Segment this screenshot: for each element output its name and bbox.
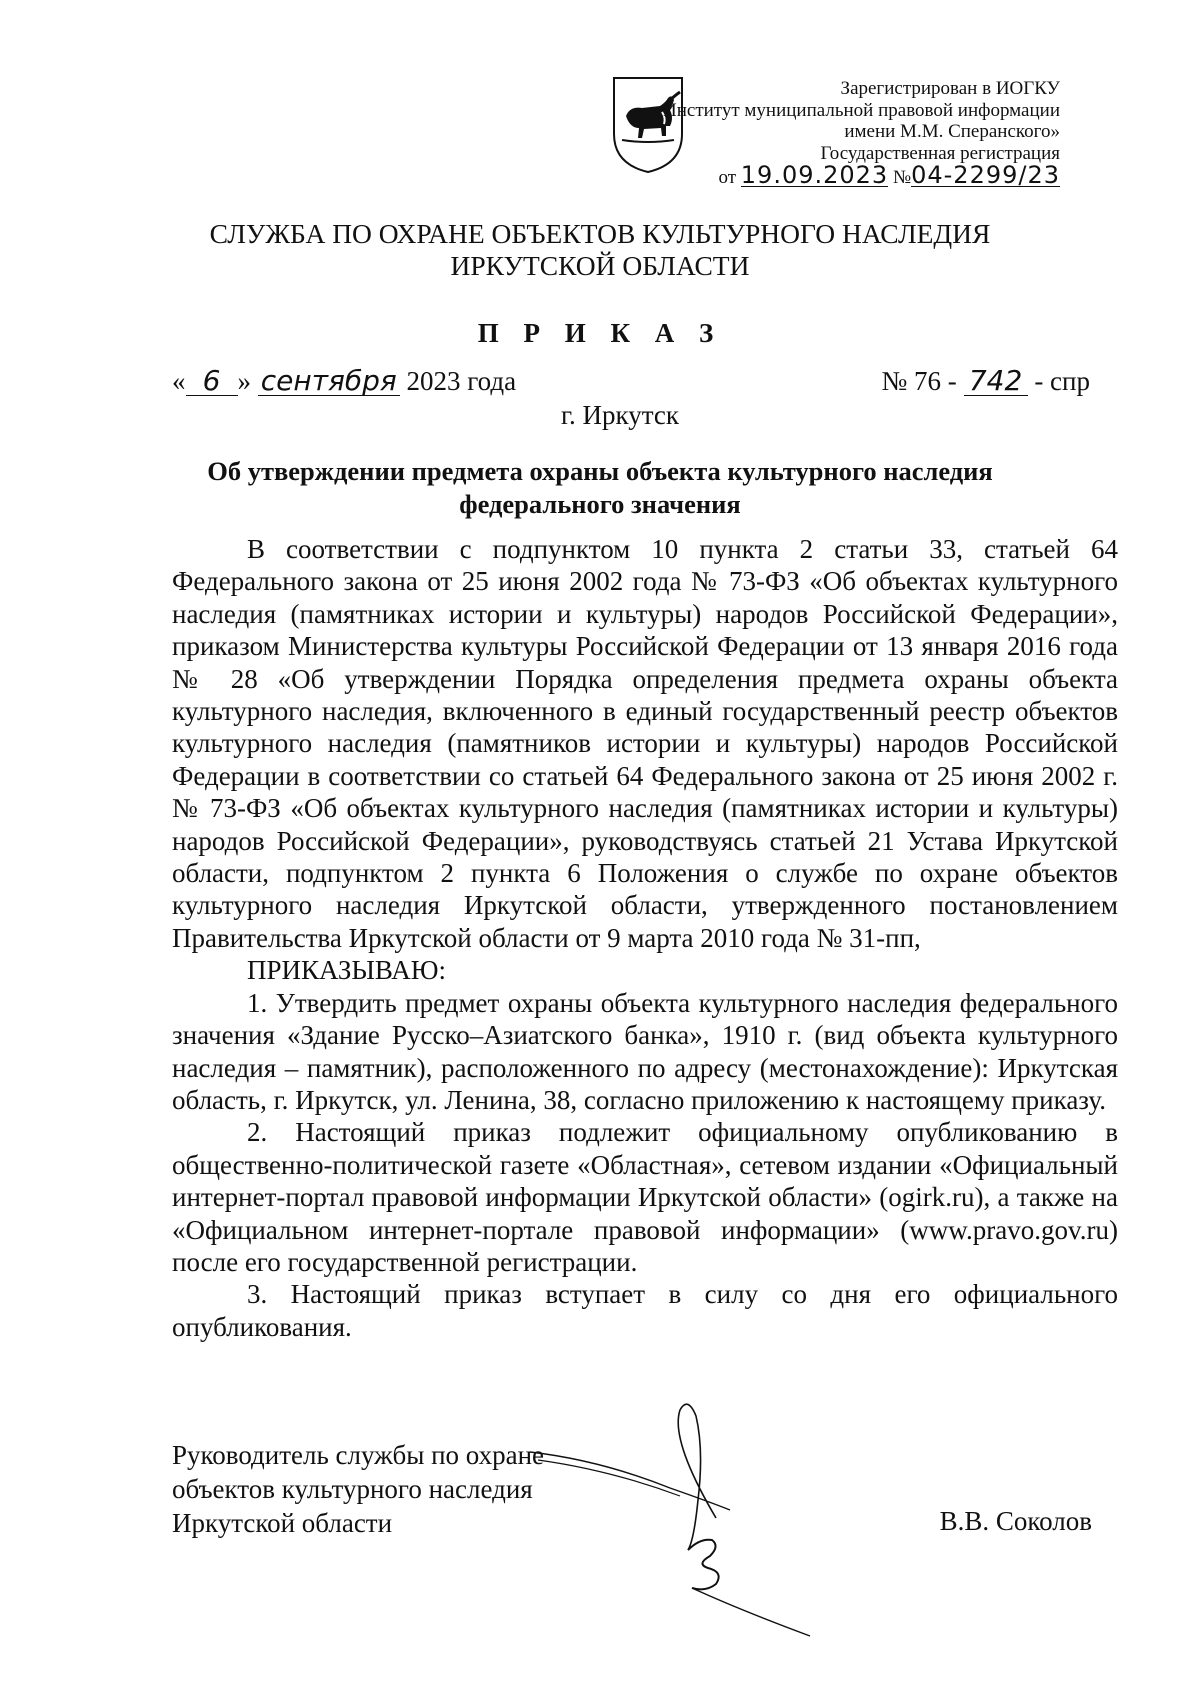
order-date	[172, 366, 516, 397]
item-2-paragraph: 2. Настоящий приказ подлежит официальному опубликованию в общественно-политической газете «Областная», сетевом издании «Официальный интернет-портал правовой информации Иркутской области» (ogirk.ru), а также на «Официальном интернет-портале правовой информации» (www.pravo.gov.ru) после его государственной регистрации.	[172, 1117, 1118, 1277]
order-number-suffix: - спр	[1034, 366, 1090, 396]
date-quote-close: »	[237, 366, 251, 396]
registration-number-line	[654, 161, 1061, 189]
registration-line1: Зарегистрирован в ИОГКУ	[840, 78, 1060, 99]
order-city: г. Иркутск	[561, 400, 679, 430]
item-3-paragraph: 3. Настоящий приказ вступает в силу со дня его официального опубликования.	[172, 1279, 1118, 1342]
registration-line2: «Институт муниципальной правовой информации	[653, 99, 1060, 121]
signatory-name: В.В. Соколов	[939, 1506, 1092, 1536]
preamble-paragraph: В соответствии с подпунктом 10 пункта 2 статьи 33, статьей 64 Федерального закона от 25 июня 2002 года № 73-ФЗ «Об объектах культурного наследия (памятниках истории и культуры) народов Российской Федерации», приказом Министерства культуры Российской Федерации от 13 января 2016 года № 28 «Об утверждении Порядка определения предмета охраны объекта культурного наследия, включенного в единый государственный реестр объектов культурного наследия (памятников истории и культуры) народов Российской Федерации в соответствии со статьей 64 Федерального закона от 25 июня 2002 г. № 73-ФЗ «Об объектах культурного наследия (памятниках истории и культуры) народов Российской Федерации», руководствуясь статьей 21 Устава Иркутской области, подпунктом 2 пункта 6 Положения о службе по охране объектов культурного наследия Иркутской области, утвержденного постановлением Правительства Иркутской области от 9 марта 2010 года № 31-пп,	[172, 534, 1118, 953]
signatory-title-line3: Иркутской области	[172, 1508, 393, 1538]
date-year: 2023 года	[406, 366, 517, 396]
date-month: сентября	[258, 367, 400, 396]
agency-heading	[0, 218, 1200, 282]
order-subject	[130, 455, 1070, 521]
order-title: П Р И К А З	[477, 318, 723, 348]
order-body	[172, 533, 1118, 1343]
agency-line1: СЛУЖБА ПО ОХРАНЕ ОБЪЕКТОВ КУЛЬТУРНОГО НАСЛЕДИЯ	[209, 218, 991, 249]
registration-line3: имени М.М. Сперанского»	[844, 121, 1060, 142]
item-1-paragraph: 1. Утвердить предмет охраны объекта культурного наследия федерального значения «Здание Русско–Азиатского банка», 1910 г. (вид объекта культурного наследия – памятник), расположенного по адресу (местонахождение): Иркутская область, г. Иркутск, ул. Ленина, 38, согласно приложению к настоящему приказу.	[172, 987, 1118, 1115]
order-number	[882, 366, 1090, 397]
registration-line4: Государственная регистрация	[820, 142, 1060, 164]
signatory-title	[172, 1438, 544, 1540]
registration-stamp	[654, 78, 1061, 189]
date-quote-open: «	[172, 366, 186, 396]
decree-word: ПРИКАЗЫВАЮ:	[247, 955, 446, 986]
registration-date: 19.09.2023	[740, 161, 889, 189]
registration-from-label: от	[718, 167, 737, 188]
registration-number-label: №	[892, 167, 912, 188]
signatory-title-line2: объектов культурного наследия	[172, 1474, 533, 1504]
signatory-title-line1: Руководитель службы по охране	[172, 1440, 545, 1470]
order-number-prefix: № 76 -	[881, 366, 957, 396]
order-number-value: 742	[964, 367, 1028, 396]
registration-number: 04-2299/23	[911, 161, 1060, 189]
agency-line2: ИРКУТСКОЙ ОБЛАСТИ	[450, 250, 750, 281]
subject-line2: федерального значения	[459, 489, 741, 519]
date-day: 6	[186, 367, 238, 396]
subject-line1: Об утверждении предмета охраны объекта культурного наследия	[207, 456, 993, 486]
signature-icon	[520, 1400, 880, 1640]
